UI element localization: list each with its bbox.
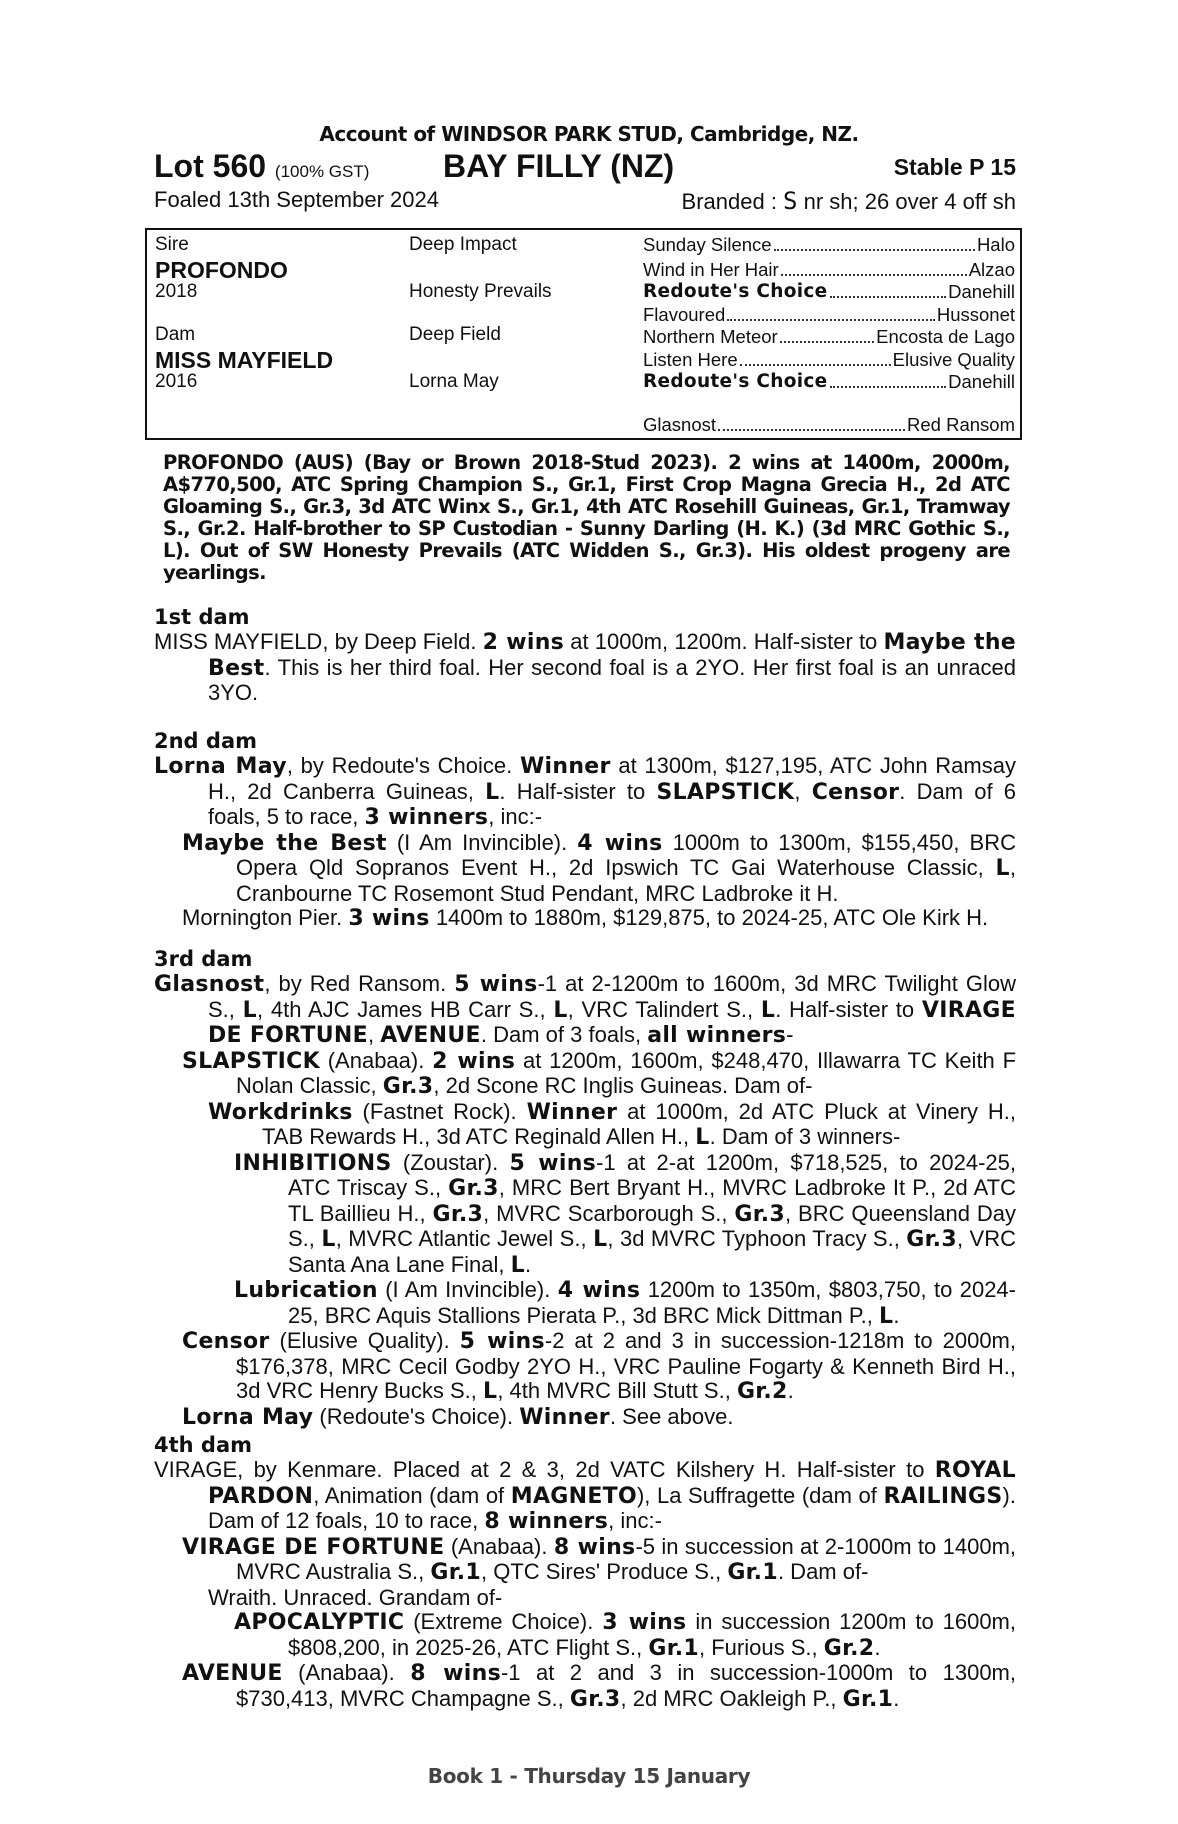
pedigree-table [145, 228, 1022, 440]
bold-text: 8 winners [484, 1509, 609, 1534]
text: , QTC Sires' Produce S., [481, 1559, 728, 1584]
text: , MVRC Atlantic Jewel S., [335, 1226, 594, 1251]
gg-row [643, 281, 1015, 303]
progeny-entry [154, 1661, 1016, 1712]
text: . Half-sister to [775, 996, 922, 1022]
dam-label: Dam [155, 324, 196, 345]
bold-text: Gr.1 [727, 1560, 778, 1585]
sire-dam: Honesty Prevails [409, 281, 552, 302]
bold-text: 5 wins [509, 1150, 597, 1176]
bold-text: 8 wins [553, 1534, 636, 1560]
text: . Dam of 3 foals, [480, 1022, 648, 1047]
text: in succession 1200m to 1600m, $808,200, in 2025-26, ATC Flight S., [288, 1609, 1016, 1660]
fourth-dam-section [154, 1432, 1016, 1712]
text: 1400m to 1880m, $129,875, to 2024-25, ATC Ole Kirk H. [429, 905, 989, 930]
lot-number [154, 148, 369, 185]
text: -1 at 2 and 3 in succession-1000m to 1300m, $730,413, MVRC Champagne S., [236, 1660, 1016, 1711]
text: , 2d Scone RC Inglis Guineas. Dam of- [433, 1073, 813, 1098]
gg-row [643, 371, 1015, 393]
progeny-entry [154, 1405, 1016, 1431]
dam-year: 2016 [155, 371, 198, 392]
text: 1000m to 1300m, $155,450, BRC Opera Qld Sopranos Event H., 2d Ipswich TC Gai Waterhouse Classic, [236, 829, 1016, 880]
leader-dots [781, 259, 967, 276]
dam-sire: Deep Field [409, 324, 501, 345]
foaled-date: Foaled 13th September 2024 [154, 187, 439, 212]
bold-text: 2 wins [482, 630, 565, 655]
stable-location: Stable P 15 [893, 154, 1016, 180]
progeny-entry [154, 1278, 1016, 1329]
bold-text: Winner [526, 1099, 618, 1125]
gg-left: Flavoured [643, 304, 726, 325]
text: -1 at 2-at 1200m, $718,525, to 2024-25, ATC Triscay S., [288, 1149, 1016, 1200]
text: , Furious S., [699, 1634, 824, 1660]
bold-text: Winner [519, 754, 611, 779]
text: (I Am Invincible). [377, 1277, 558, 1302]
horse-name: Lorna May [154, 754, 287, 779]
dam-entry [154, 972, 1016, 1049]
text: (I Am Invincible). [386, 829, 578, 855]
horse-name: SLAPSTICK [656, 779, 795, 805]
text: , VRC Talindert S., [567, 996, 761, 1022]
text: (Anabaa). [282, 1660, 411, 1685]
bold-text: L [510, 1252, 525, 1278]
progeny-entry [154, 1151, 1016, 1279]
gg-row [643, 349, 1015, 371]
leader-dots [830, 281, 947, 298]
third-dam-section [154, 946, 1016, 1430]
horse-name: INHIBITIONS [234, 1150, 392, 1176]
bold-text: Gr.3 [432, 1201, 484, 1227]
text: , MRC Bert Bryant H., MVRC Ladbroke It P., 2d ATC TL Baillieu H., [288, 1175, 1016, 1226]
text: . [893, 1685, 900, 1711]
dam-entry [154, 1458, 1016, 1535]
leader-dots [740, 349, 891, 366]
bold-text: Gr.1 [842, 1686, 894, 1712]
bold-text: L [485, 779, 500, 805]
horse-name: AVENUE [182, 1661, 283, 1686]
bold-text: L [482, 1379, 498, 1404]
bold-text: Gr.2 [823, 1635, 875, 1661]
bold-text: 4 wins [557, 1278, 641, 1303]
text: - [786, 1022, 794, 1047]
sire-sire: Deep Impact [409, 234, 517, 255]
text: at 1200m, 1600m, $248,470, Illawarra TC Keith F Nolan Classic, [236, 1047, 1017, 1098]
text: , inc:- [488, 804, 543, 829]
text: -1 at 2-1200m to 1600m, 3d MRC Twilight Glow S., [208, 971, 1017, 1022]
bold-text: all winners [647, 1023, 787, 1048]
gg-left: Sunday Silence [643, 234, 772, 255]
branded-label: Branded : [681, 189, 784, 214]
lot-label: Lot 560 [154, 148, 267, 184]
bold-text: Gr.3 [448, 1176, 499, 1201]
gg-right: Hussonet [936, 304, 1015, 325]
horse-name: Glasnost [154, 972, 265, 997]
text: (Zoustar). [391, 1149, 510, 1175]
text: , inc:- [608, 1508, 662, 1533]
bold-text: Gr.3 [906, 1227, 957, 1252]
gg-row [643, 259, 1015, 281]
bold-text: L [242, 997, 257, 1023]
horse-name: Maybe the Best [208, 630, 1017, 681]
horse-name: Maybe the Best [182, 830, 387, 856]
progeny-entry [154, 1535, 1016, 1586]
text: , 2d MRC Oakleigh P., [620, 1685, 843, 1711]
brand-mark: S [783, 187, 798, 215]
horse-name: Censor [182, 1329, 270, 1354]
horse-name: VIRAGE DE FORTUNE [208, 997, 1016, 1048]
text: , [367, 1022, 381, 1047]
text: (Redoute's Choice). [313, 1403, 520, 1429]
gg-right: Elusive Quality [892, 349, 1015, 370]
bold-text: L [593, 1227, 608, 1252]
section-heading: 1st dam [154, 605, 250, 629]
gg-left: Redoute's Choice [643, 281, 828, 302]
section-heading: 4th dam [154, 1433, 252, 1457]
text: 1200m to 1350m, $803,750, to 2024-25, BRC Aquis Stallions Pierata P., 3d BRC Mick Dittman P., [288, 1277, 1016, 1328]
text: . This is her third foal. Her second foal is a 2YO. Her first foal is an unraced 3YO. [208, 654, 1016, 705]
sire-year: 2018 [155, 281, 198, 302]
leader-dots [718, 414, 905, 431]
bold-text: Gr.3 [569, 1686, 621, 1712]
sire-summary: PROFONDO (AUS) (Bay or Brown 2018-Stud 2023). 2 wins at 1400m, 2000m, A$770,500, ATC Spring Champion S., Gr.1, First Crop Magna Grecia H., 2d ATC Gloaming S., Gr.3, 3d ATC Winx S., Gr.1, 4th ATC Rosehill Guineas, Gr.1, Tramway S., Gr.2. Half-brother to SP Custodian - Sunny Darling (H. K.) (3d MRC Gothic S., L). Out of SW Honesty Prevails (ATC Widden S., Gr.3). His oldest progeny are yearlings. [163, 451, 1010, 584]
bold-text: 2 wins [432, 1048, 516, 1074]
progeny-entry [154, 1100, 1016, 1151]
progeny-entry [154, 1329, 1016, 1405]
text: (Anabaa). [444, 1533, 554, 1559]
bold-text: L [553, 997, 568, 1023]
gg-left: Listen Here [643, 349, 738, 370]
gst-note: (100% GST) [274, 162, 370, 181]
gg-right: Alzao [968, 259, 1015, 280]
text: , 4th AJC James HB Carr S., [256, 996, 554, 1022]
text: , 4th MVRC Bill Stutt S., [497, 1378, 737, 1403]
text: , [794, 778, 812, 804]
text: -5 in succession at 2-1000m to 1400m, MVRC Australia S., [236, 1533, 1017, 1584]
text: (Fastnet Rock). [352, 1098, 527, 1124]
text: (Elusive Quality). [269, 1328, 460, 1353]
bold-text: 5 wins [459, 1329, 545, 1354]
text: ). Dam of 12 foals, 10 to race, [208, 1482, 1016, 1533]
gg-row [643, 326, 1015, 348]
horse-name: ROYAL PARDON [208, 1458, 1016, 1509]
gg-right: Red Ransom [907, 414, 1015, 435]
account-line: Account of WINDSOR PARK STUD, Cambridge, NZ. [319, 122, 859, 146]
bold-text: L [695, 1125, 710, 1150]
text: ), La Suffragette (dam of [636, 1482, 884, 1508]
gg-left: Northern Meteor [643, 326, 778, 347]
gg-right: Encosta de Lago [876, 326, 1015, 347]
text: . [874, 1634, 881, 1660]
horse-name: Censor [811, 779, 900, 805]
bold-text: Gr.3 [734, 1201, 786, 1227]
progeny-entry [154, 906, 1016, 932]
bold-text: L [995, 856, 1010, 881]
dam-dam: Lorna May [409, 371, 499, 392]
text: . Dam of 6 foals, 5 to race, [208, 778, 1016, 829]
gg-right: Danehill [948, 281, 1015, 302]
text: . Dam of- [777, 1559, 869, 1584]
bold-text: 3 wins [602, 1610, 687, 1635]
gg-left: Glasnost [643, 414, 717, 435]
progeny-entry [154, 831, 1016, 907]
horse-name: AVENUE [380, 1023, 481, 1048]
progeny-entry [154, 1049, 1016, 1100]
sire-label: Sire [155, 234, 189, 255]
section-heading: 2nd dam [154, 729, 257, 753]
bold-text: Gr.1 [648, 1635, 700, 1661]
horse-title: BAY FILLY (NZ) [443, 148, 675, 184]
text: , Cranbourne TC Rosemont Stud Pendant, MRC Ladbroke it H. [236, 855, 1016, 906]
horse-name: SLAPSTICK [182, 1048, 320, 1074]
text: , MVRC Scarborough S., [483, 1200, 735, 1226]
text: , by Redoute's Choice. [286, 753, 520, 778]
text: , 3d MVRC Typhoon Tracy S., [607, 1226, 907, 1251]
text: , BRC Queensland Day S., [288, 1200, 1016, 1251]
text: MISS MAYFIELD, by Deep Field. [154, 629, 483, 654]
text: , by Red Ransom. [264, 971, 455, 996]
bold-text: L [879, 1303, 894, 1329]
horse-name: RAILINGS [883, 1483, 1003, 1509]
dam-name: MISS MAYFIELD [155, 347, 334, 373]
gg-right: Halo [976, 234, 1015, 255]
text: . [787, 1378, 794, 1403]
horse-name: VIRAGE DE FORTUNE [182, 1534, 445, 1560]
text: . See above. [609, 1403, 734, 1429]
bold-text: L [760, 997, 776, 1023]
text: VIRAGE, by Kenmare. Placed at 2 & 3, 2d VATC Kilshery H. Half-sister to [154, 1457, 935, 1482]
text: at 1300m, $127,195, ATC John Ramsay H., 2d Canberra Guineas, [208, 753, 1016, 804]
text: . Half-sister to [499, 778, 657, 804]
bold-text: 5 wins [454, 972, 538, 997]
leader-dots [774, 234, 975, 251]
page-footer: Book 1 - Thursday 15 January [427, 1764, 751, 1788]
bold-text: 4 wins [577, 830, 663, 856]
text: . Dam of 3 winners- [709, 1124, 901, 1149]
horse-name: Workdrinks [208, 1099, 353, 1125]
leader-dots [830, 371, 947, 388]
text: (Anabaa). [319, 1047, 433, 1073]
leader-dots [780, 326, 874, 343]
branded-line [682, 187, 1016, 215]
horse-name: Lubrication [234, 1278, 378, 1303]
first-dam-section [154, 604, 1016, 706]
gg-row [643, 304, 1015, 326]
bold-text: Winner [519, 1404, 610, 1430]
second-dam-section [154, 728, 1016, 932]
leader-dots [727, 304, 935, 321]
sire-name: PROFONDO [155, 257, 288, 283]
text: (Extreme Choice). [404, 1609, 603, 1634]
gg-right: Danehill [948, 371, 1015, 392]
dam-entry [154, 630, 1016, 706]
text: , VRC Santa Ana Lane Final, [288, 1226, 1016, 1277]
horse-name: MAGNETO [510, 1483, 637, 1509]
text: . [893, 1302, 900, 1328]
horse-name: APOCALYPTIC [234, 1610, 405, 1635]
bold-text: Gr.3 [382, 1074, 434, 1099]
text: , Animation (dam of [313, 1482, 511, 1508]
text: Mornington Pier. [182, 905, 349, 930]
gg-row [643, 414, 1015, 436]
bold-text: 3 wins [348, 906, 430, 931]
gg-row [643, 234, 1015, 256]
bold-text: Gr.2 [736, 1379, 788, 1404]
text: at 1000m, 2d ATC Pluck at Vinery H., TAB Rewards H., 3d ATC Reginald Allen H., [262, 1098, 1017, 1149]
gg-left: Redoute's Choice [643, 371, 828, 392]
bold-text: L [321, 1227, 336, 1252]
bold-text: 8 wins [410, 1661, 501, 1686]
text: . [524, 1251, 532, 1277]
text: at 1000m, 1200m. Half-sister to [564, 629, 884, 654]
gg-left: Wind in Her Hair [643, 259, 779, 280]
bold-text: 3 winners [364, 805, 489, 830]
text: -2 at 2 and 3 in succession-1218m to 2000m, $176,378, MRC Cecil Godby 2YO H., VRC Pauline Fogarty & Kenneth Bird H., 3d VRC Henry Bucks S., [236, 1328, 1016, 1403]
horse-name: Lorna May [182, 1404, 314, 1430]
lot-header [154, 148, 1016, 188]
branded-detail: nr sh; 26 over 4 off sh [797, 189, 1016, 214]
text: Wraith. Unraced. Grandam of- [208, 1584, 503, 1610]
progeny-entry [154, 1610, 1016, 1661]
progeny-entry [154, 1586, 1016, 1611]
bold-text: Gr.1 [430, 1560, 482, 1585]
dam-entry [154, 754, 1016, 831]
section-heading: 3rd dam [154, 947, 253, 971]
